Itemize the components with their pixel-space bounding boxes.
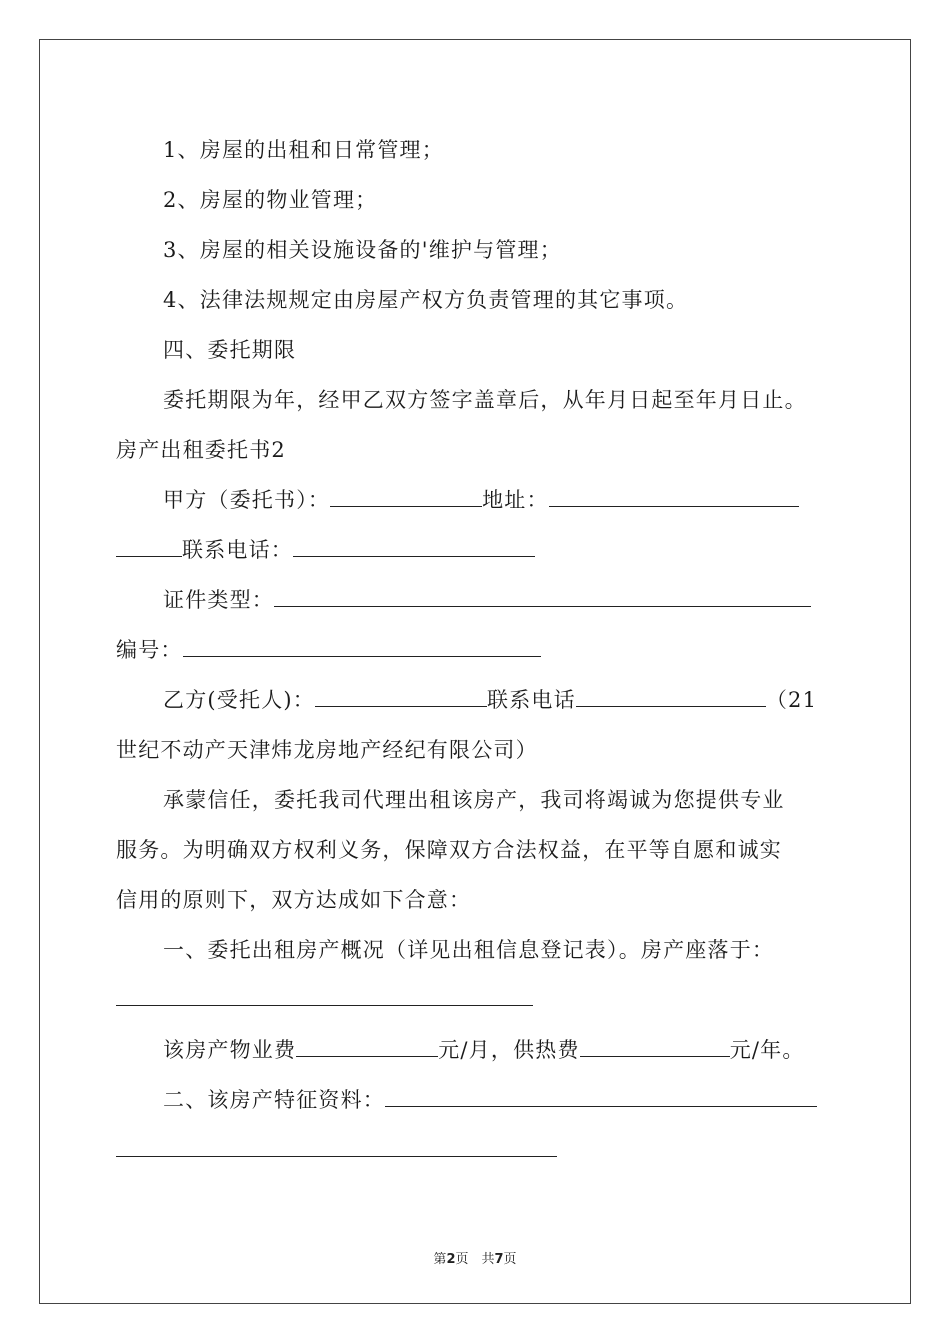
paragraph-intro-2: 服务。为明确双方权利义务，保障双方合法权益，在平等自愿和诚实 xyxy=(116,838,782,862)
id-number-blank xyxy=(183,638,541,657)
paragraph-intro-1: 承蒙信任，委托我司代理出租该房产，我司将竭诚为您提供专业 xyxy=(163,788,785,812)
list-item-1: 1、房屋的出租和日常管理； xyxy=(163,138,444,162)
party-a-line xyxy=(163,487,799,513)
heating-fee-label: 元/月，供热费 xyxy=(438,1038,580,1062)
party-a-label: 甲方（委托书）： xyxy=(163,488,331,512)
footer-page-number: 2 xyxy=(446,1252,456,1267)
page-frame xyxy=(39,39,911,1304)
id-type-blank xyxy=(274,588,811,607)
footer-mid: 页 共 xyxy=(455,1252,495,1267)
property-location-blank xyxy=(116,1005,533,1006)
features-line xyxy=(163,1087,817,1113)
id-number-line xyxy=(116,637,541,663)
section-heading-term: 四、委托期限 xyxy=(163,338,297,362)
property-fee-label: 该房产物业费 xyxy=(163,1038,297,1062)
party-b-phone-label: 联系电话 xyxy=(487,688,576,712)
party-b-company: 世纪不动产天津炜龙房地产经纪有限公司） xyxy=(116,738,538,762)
id-number-label: 编号： xyxy=(116,638,183,662)
list-item-3: 3、房屋的相关设施设备的'维护与管理； xyxy=(163,238,562,262)
footer-prefix: 第 xyxy=(433,1252,447,1267)
features-continued-blank xyxy=(116,1156,557,1157)
id-type-label: 证件类型： xyxy=(163,588,274,612)
phone-blank xyxy=(293,538,535,557)
party-b-phone-blank xyxy=(576,688,766,707)
address-blank xyxy=(549,488,799,507)
section-property-overview: 一、委托出租房产概况（详见出租信息登记表）。房产座落于： xyxy=(163,938,775,962)
phone-line xyxy=(116,537,535,563)
party-b-label: 乙方(受托人)： xyxy=(163,688,315,712)
list-item-4: 4、法律法规规定由房屋产权方负责管理的其它事项。 xyxy=(163,288,689,312)
party-a-name-blank xyxy=(330,488,482,507)
paragraph-intro-3: 信用的原则下，双方达成如下合意： xyxy=(116,888,472,912)
footer-suffix: 页 xyxy=(503,1252,517,1267)
address-label: 地址： xyxy=(482,488,549,512)
features-blank xyxy=(385,1088,817,1107)
page-footer xyxy=(0,1248,950,1267)
id-type-line xyxy=(163,587,811,613)
document-title: 房产出租委托书2 xyxy=(116,438,286,462)
features-label: 二、该房产特征资料： xyxy=(163,1088,385,1112)
property-fee-blank xyxy=(296,1038,438,1057)
heating-fee-blank xyxy=(580,1038,730,1057)
list-item-2: 2、房屋的物业管理； xyxy=(163,188,378,212)
party-b-company-open: （21 xyxy=(765,688,818,712)
phone-label: 联系电话： xyxy=(182,538,293,562)
fees-line xyxy=(163,1037,805,1063)
heating-fee-unit: 元/年。 xyxy=(729,1038,805,1062)
party-b-line xyxy=(163,687,817,713)
party-b-name-blank xyxy=(315,688,487,707)
footer-total-pages: 7 xyxy=(494,1252,504,1267)
address-continued-blank xyxy=(116,538,182,557)
paragraph-term: 委托期限为年，经甲乙双方签字盖章后，从年月日起至年月日止。 xyxy=(163,388,807,412)
